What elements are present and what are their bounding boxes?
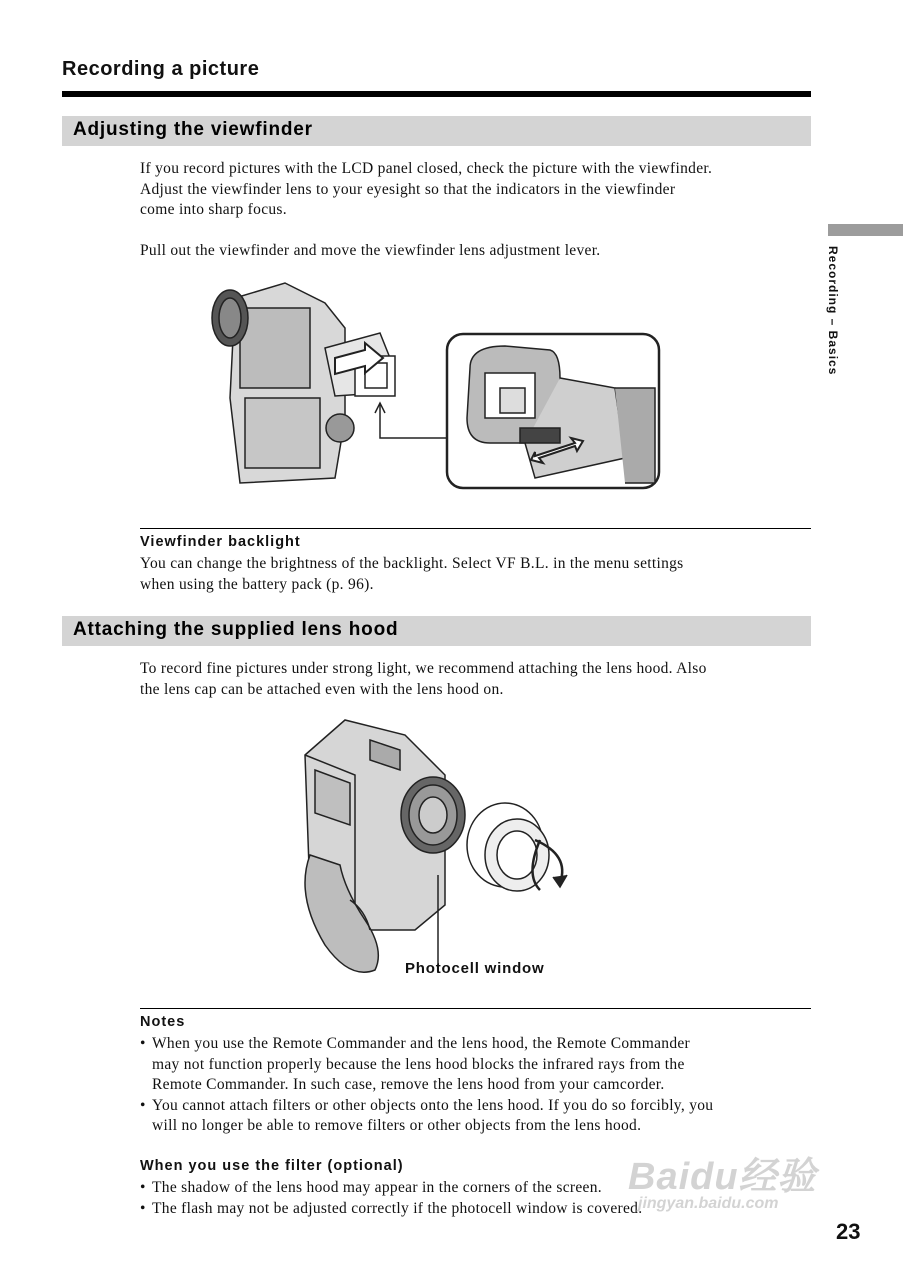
lens-hood-intro: To record fine pictures under strong light, we recommend attaching the lens hood. Also the lens cap can be attached even with the lens hood on. [140, 660, 707, 698]
notes-heading: Notes [140, 1014, 186, 1030]
side-tab-marker [828, 224, 903, 236]
section-heading-viewfinder: Adjusting the viewfinder [62, 116, 811, 146]
watermark [628, 1145, 817, 1212]
viewfinder-illustration [205, 278, 665, 493]
page-number: 23 [836, 1219, 861, 1244]
list-item: • When you use the Remote Commander and the lens hood, the Remote Commander may not function properly because the lens hood blocks the infrared rays from the Remote Commander. In such case, remove the lens hood from your camcorder. [140, 1035, 691, 1093]
list-item: • The shadow of the lens hood may appear in the corners of the screen. [140, 1179, 602, 1196]
backlight-heading: Viewfinder backlight [140, 534, 301, 550]
backlight-text: You can change the brightness of the backlight. Select VF B.L. in the menu settings when using the battery pack (p. 96). [140, 555, 684, 593]
section-heading-lens-hood: Attaching the supplied lens hood [62, 616, 811, 646]
watermark-logo: Baidu经验 [628, 1156, 817, 1198]
list-item: • You cannot attach filters or other objects onto the lens hood. If you do so forcibly, you will no longer be able to remove filters or other objects from the lens hood. [140, 1096, 714, 1134]
filter-heading: When you use the filter (optional) [140, 1158, 404, 1174]
list-item: • The flash may not be adjusted correctly if the photocell window is covered. [140, 1199, 643, 1217]
watermark-url: jingyan.baidu.com [638, 1195, 779, 1212]
note-rule-2 [140, 1008, 811, 1009]
page-title: Recording a picture [62, 58, 260, 80]
notes-list [140, 1034, 820, 1137]
title-rule [62, 91, 811, 97]
lens-hood-illustration [295, 715, 585, 995]
viewfinder-instruction: Pull out the viewfinder and move the viewfinder lens adjustment lever. [140, 242, 601, 259]
side-tab-label: Recording – Basics [826, 246, 840, 376]
viewfinder-intro: If you record pictures with the LCD panel closed, check the picture with the viewfinder. Adjust the viewfinder lens to your eyesight so that the indicators in the viewfinder come into sharp focus. [140, 160, 713, 218]
note-rule-1 [140, 528, 811, 529]
photocell-window-caption: Photocell window [405, 960, 545, 977]
